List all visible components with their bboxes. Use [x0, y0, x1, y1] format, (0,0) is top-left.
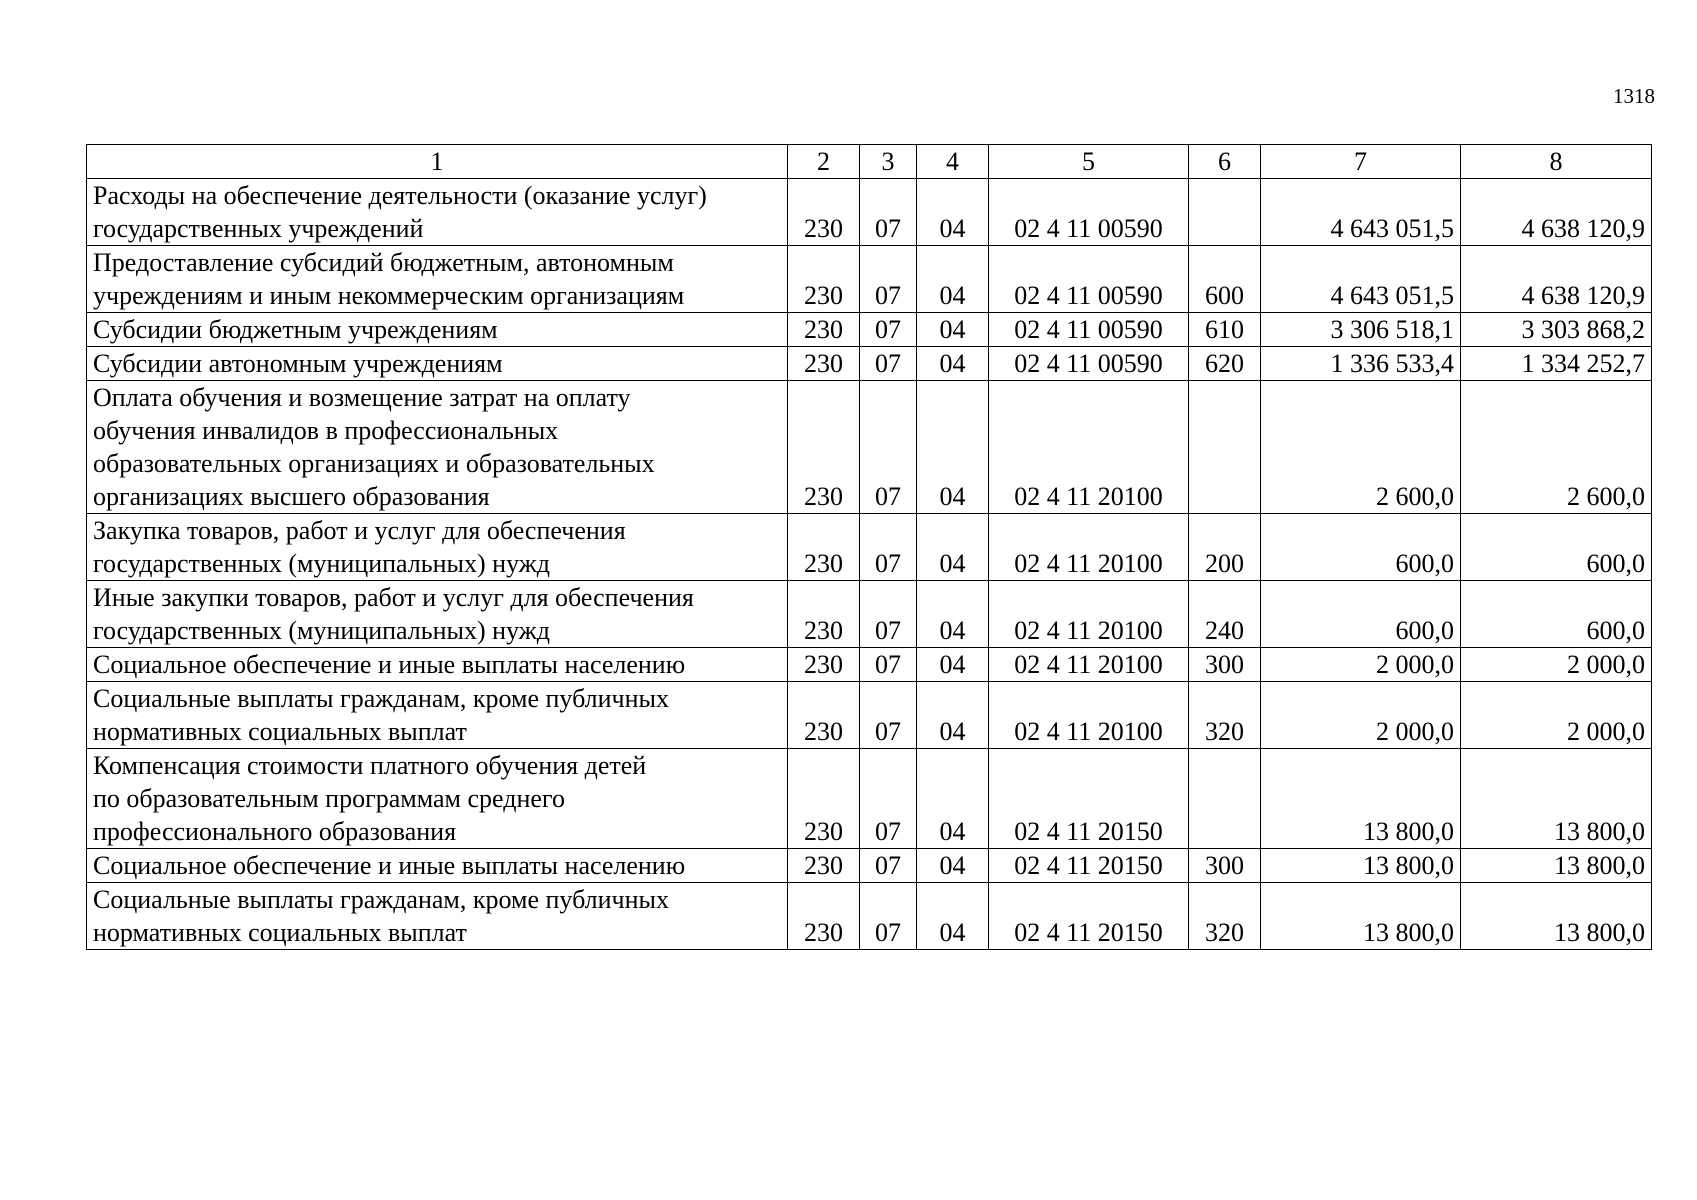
- row-type-cell: 200: [1189, 514, 1261, 581]
- row-amount-cell: 600,0: [1261, 514, 1461, 581]
- table-row: [87, 749, 1652, 849]
- row-target-cell: 02 4 11 20150: [989, 883, 1189, 950]
- row-name-cell: Закупка товаров, работ и услуг для обеспечения государственных (муниципальных) нужд: [87, 514, 788, 581]
- budget-table: [86, 144, 1652, 950]
- row-amount-cell: 13 800,0: [1461, 883, 1652, 950]
- row-target-cell: 02 4 11 20150: [989, 749, 1189, 849]
- row-name-cell: Компенсация стоимости платного обучения детей по образовательным программам среднего профессионального образования: [87, 749, 788, 849]
- header-cell-8: 8: [1461, 145, 1652, 179]
- header-cell-2: 2: [788, 145, 860, 179]
- row-amount-cell: 3 306 518,1: [1261, 313, 1461, 347]
- row-amount-cell: 2 600,0: [1261, 381, 1461, 514]
- row-name-cell: Социальное обеспечение и иные выплаты населению: [87, 648, 788, 682]
- row-amount-cell: 13 800,0: [1461, 749, 1652, 849]
- row-name-cell: Социальные выплаты гражданам, кроме публичных нормативных социальных выплат: [87, 883, 788, 950]
- row-type-cell: 300: [1189, 648, 1261, 682]
- row-section-cell: 07: [860, 883, 917, 950]
- row-amount-cell: 4 638 120,9: [1461, 246, 1652, 313]
- row-code-cell: 230: [788, 883, 860, 950]
- row-target-cell: 02 4 11 20100: [989, 514, 1189, 581]
- row-name-cell: Предоставление субсидий бюджетным, автономным учреждениям и иным некоммерческим организациям: [87, 246, 788, 313]
- row-subsection-cell: 04: [917, 682, 989, 749]
- row-section-cell: 07: [860, 849, 917, 883]
- table-row: [87, 246, 1652, 313]
- row-name-cell: Субсидии бюджетным учреждениям: [87, 313, 788, 347]
- row-section-cell: 07: [860, 682, 917, 749]
- row-amount-cell: 13 800,0: [1261, 749, 1461, 849]
- row-type-cell: [1189, 179, 1261, 246]
- table-row: [87, 313, 1652, 347]
- row-name-cell: Субсидии автономным учреждениям: [87, 347, 788, 381]
- row-target-cell: 02 4 11 00590: [989, 313, 1189, 347]
- row-type-cell: 600: [1189, 246, 1261, 313]
- row-code-cell: 230: [788, 246, 860, 313]
- row-amount-cell: 3 303 868,2: [1461, 313, 1652, 347]
- row-target-cell: 02 4 11 20100: [989, 581, 1189, 648]
- row-section-cell: 07: [860, 347, 917, 381]
- row-code-cell: 230: [788, 313, 860, 347]
- table-row: [87, 381, 1652, 514]
- row-amount-cell: 2 600,0: [1461, 381, 1652, 514]
- row-target-cell: 02 4 11 20100: [989, 648, 1189, 682]
- row-name-cell: Оплата обучения и возмещение затрат на оплату обучения инвалидов в профессиональных образовательных организациях и образовательных организациях высшего образования: [87, 381, 788, 514]
- row-name-cell: Иные закупки товаров, работ и услуг для обеспечения государственных (муниципальных) нужд: [87, 581, 788, 648]
- row-amount-cell: 600,0: [1261, 581, 1461, 648]
- row-amount-cell: 600,0: [1461, 514, 1652, 581]
- row-name-cell: Социальное обеспечение и иные выплаты населению: [87, 849, 788, 883]
- row-section-cell: 07: [860, 749, 917, 849]
- header-cell-3: 3: [860, 145, 917, 179]
- row-subsection-cell: 04: [917, 347, 989, 381]
- table-body: [87, 145, 1652, 950]
- row-amount-cell: 4 638 120,9: [1461, 179, 1652, 246]
- row-code-cell: 230: [788, 381, 860, 514]
- row-name-cell: Социальные выплаты гражданам, кроме публичных нормативных социальных выплат: [87, 682, 788, 749]
- table-row: [87, 682, 1652, 749]
- row-name-cell: Расходы на обеспечение деятельности (оказание услуг) государственных учреждений: [87, 179, 788, 246]
- row-type-cell: 620: [1189, 347, 1261, 381]
- row-type-cell: 240: [1189, 581, 1261, 648]
- row-type-cell: [1189, 381, 1261, 514]
- row-subsection-cell: 04: [917, 581, 989, 648]
- row-amount-cell: 4 643 051,5: [1261, 179, 1461, 246]
- row-amount-cell: 13 800,0: [1261, 883, 1461, 950]
- row-target-cell: 02 4 11 20100: [989, 682, 1189, 749]
- table-row: [87, 849, 1652, 883]
- table-row: [87, 648, 1652, 682]
- row-section-cell: 07: [860, 514, 917, 581]
- row-section-cell: 07: [860, 313, 917, 347]
- row-subsection-cell: 04: [917, 381, 989, 514]
- row-type-cell: 300: [1189, 849, 1261, 883]
- header-cell-7: 7: [1261, 145, 1461, 179]
- row-amount-cell: 4 643 051,5: [1261, 246, 1461, 313]
- table-row: [87, 581, 1652, 648]
- table-row: [87, 179, 1652, 246]
- row-type-cell: [1189, 749, 1261, 849]
- row-subsection-cell: 04: [917, 648, 989, 682]
- row-section-cell: 07: [860, 581, 917, 648]
- page-number: 1318: [1613, 84, 1655, 108]
- header-cell-6: 6: [1189, 145, 1261, 179]
- row-target-cell: 02 4 11 20150: [989, 849, 1189, 883]
- row-amount-cell: 2 000,0: [1261, 648, 1461, 682]
- row-subsection-cell: 04: [917, 179, 989, 246]
- row-section-cell: 07: [860, 381, 917, 514]
- row-code-cell: 230: [788, 347, 860, 381]
- row-subsection-cell: 04: [917, 313, 989, 347]
- row-code-cell: 230: [788, 682, 860, 749]
- row-type-cell: 610: [1189, 313, 1261, 347]
- header-cell-5: 5: [989, 145, 1189, 179]
- header-row: [87, 145, 1652, 179]
- header-cell-1: 1: [87, 145, 788, 179]
- row-subsection-cell: 04: [917, 749, 989, 849]
- row-code-cell: 230: [788, 514, 860, 581]
- row-subsection-cell: 04: [917, 246, 989, 313]
- row-section-cell: 07: [860, 246, 917, 313]
- row-amount-cell: 2 000,0: [1461, 648, 1652, 682]
- row-code-cell: 230: [788, 749, 860, 849]
- table-row: [87, 514, 1652, 581]
- header-cell-4: 4: [917, 145, 989, 179]
- row-amount-cell: 13 800,0: [1261, 849, 1461, 883]
- row-code-cell: 230: [788, 179, 860, 246]
- row-code-cell: 230: [788, 849, 860, 883]
- row-amount-cell: 2 000,0: [1261, 682, 1461, 749]
- row-subsection-cell: 04: [917, 883, 989, 950]
- row-section-cell: 07: [860, 648, 917, 682]
- row-subsection-cell: 04: [917, 514, 989, 581]
- row-amount-cell: 2 000,0: [1461, 682, 1652, 749]
- row-section-cell: 07: [860, 179, 917, 246]
- row-code-cell: 230: [788, 648, 860, 682]
- table-row: [87, 347, 1652, 381]
- row-type-cell: 320: [1189, 883, 1261, 950]
- row-target-cell: 02 4 11 00590: [989, 347, 1189, 381]
- row-amount-cell: 13 800,0: [1461, 849, 1652, 883]
- row-amount-cell: 1 336 533,4: [1261, 347, 1461, 381]
- row-amount-cell: 1 334 252,7: [1461, 347, 1652, 381]
- row-subsection-cell: 04: [917, 849, 989, 883]
- row-amount-cell: 600,0: [1461, 581, 1652, 648]
- row-type-cell: 320: [1189, 682, 1261, 749]
- row-target-cell: 02 4 11 00590: [989, 179, 1189, 246]
- row-code-cell: 230: [788, 581, 860, 648]
- row-target-cell: 02 4 11 00590: [989, 246, 1189, 313]
- row-target-cell: 02 4 11 20100: [989, 381, 1189, 514]
- table-row: [87, 883, 1652, 950]
